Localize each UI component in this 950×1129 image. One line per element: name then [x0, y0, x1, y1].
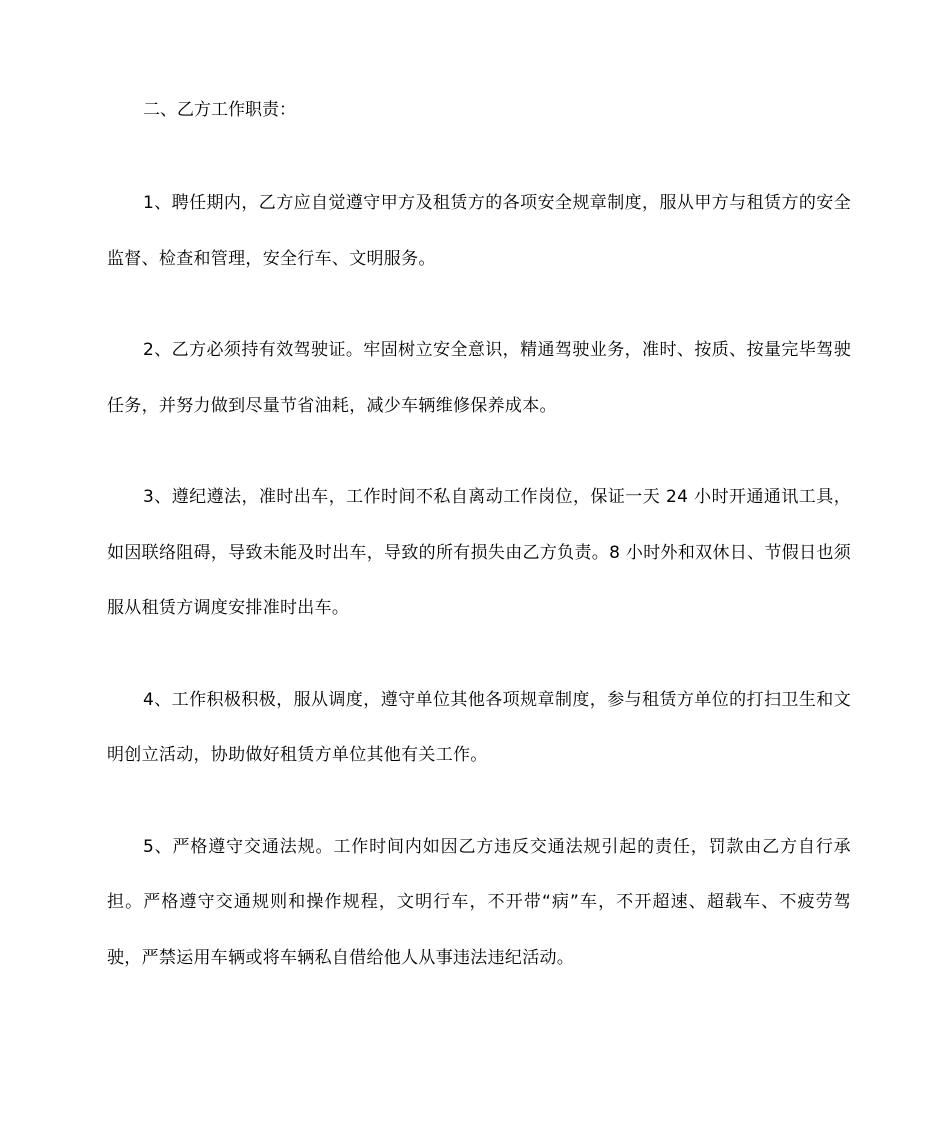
- section-heading: 二、乙方工作职责：: [143, 100, 296, 120]
- duty-item-4: 4、工作积极积极，服从调度，遵守单位其他各项规章制度，参与租赁方单位的打扫卫生和文明创立活动，协助做好租赁方单位其他有关工作。: [107, 689, 851, 765]
- document-body: [107, 88, 851, 1022]
- duty-item-3: 3、遵纪遵法，准时出车，工作时间不私自离动工作岗位，保证一天 24 小时开通通讯工具，如因联络阻碍，导致未能及时出车，导致的所有损失由乙方负责。8 小时外和双休日、节假日也须服从租赁方调度安排准时出车。: [107, 487, 851, 618]
- duty-item-1: 1、聘任期内，乙方应自觉遵守甲方及租赁方的各项安全规章制度，服从甲方与租赁方的安全监督、检查和管理，安全行车、文明服务。: [107, 193, 851, 269]
- duty-item-5: 5、严格遵守交通法规。工作时间内如因乙方违反交通法规引起的责任，罚款由乙方自行承担。严格遵守交通规则和操作规程，文明行车，不开带“病”车，不开超速、超载车、不疲劳驾驶，严禁运用车辆或将车辆私自借给他人从事违法违纪活动。: [107, 836, 851, 968]
- duty-item-2: 2、乙方必须持有效驾驶证。牢固树立安全意识，精通驾驶业务，准时、按质、按量完毕驾驶任务，并努力做到尽量节省油耗，减少车辆维修保养成本。: [107, 340, 851, 416]
